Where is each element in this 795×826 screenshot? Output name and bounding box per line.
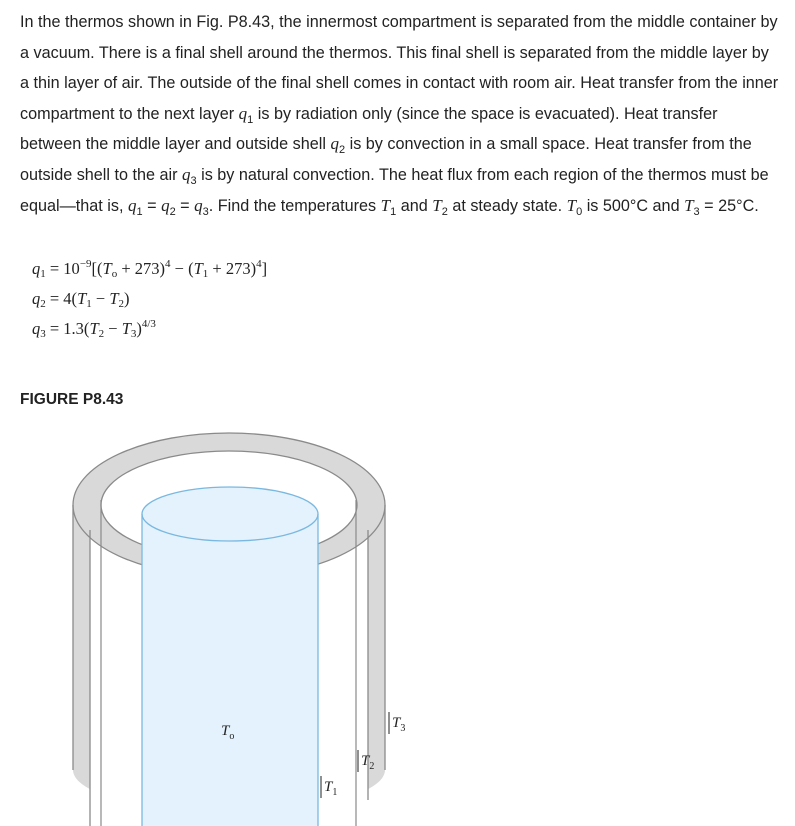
inner-compartment-top [142, 487, 318, 541]
label-t2: $T_2$ [361, 753, 375, 772]
label-t0: $T_o$ [221, 723, 235, 742]
equation-q3: $q_3 = 1.3(T_2 - T_3)^{4/3}$ [32, 318, 156, 340]
label-t1: $T_1$ [324, 779, 338, 798]
equation-q1: $q_1 = 10^{-9}[(T_o + 273)^4 - (T_1 + 273)^4]$ [32, 258, 268, 280]
equation-q2: $q_2 = 4(T_1 - T_2)$ [32, 289, 130, 310]
inner-compartment [142, 514, 318, 826]
label-t3: $T_3$ [392, 715, 406, 734]
problem-statement: In the thermos shown in Fig. P8.43, the innermost compartment is separated from the middle container by a vacuum. There is a final shell around the thermos. This final shell is separated from the middle layer by a thin layer of air. The outside of the final shell comes in contact with room air. Heat transfer from the inner compartment to the next layer $q_1$ is by radiation only (since the space is evacuated). Heat transfer between the middle layer and outside shell $q_2$ is by convection in a small space. Heat transfer from the outside shell to the air $q_3$ is by natural convection. The heat flux from each region of the thermos must be equal—that is, $q_1 = q_2 = q_3$. Find the temperatures $T_1$ and $T_2$ at steady state. $T_0$ is 500°C and $T_3 = 25^\circ C$. [20, 13, 779, 218]
figure-title: FIGURE P8.43 [20, 391, 124, 408]
thermos-figure [0, 420, 795, 826]
